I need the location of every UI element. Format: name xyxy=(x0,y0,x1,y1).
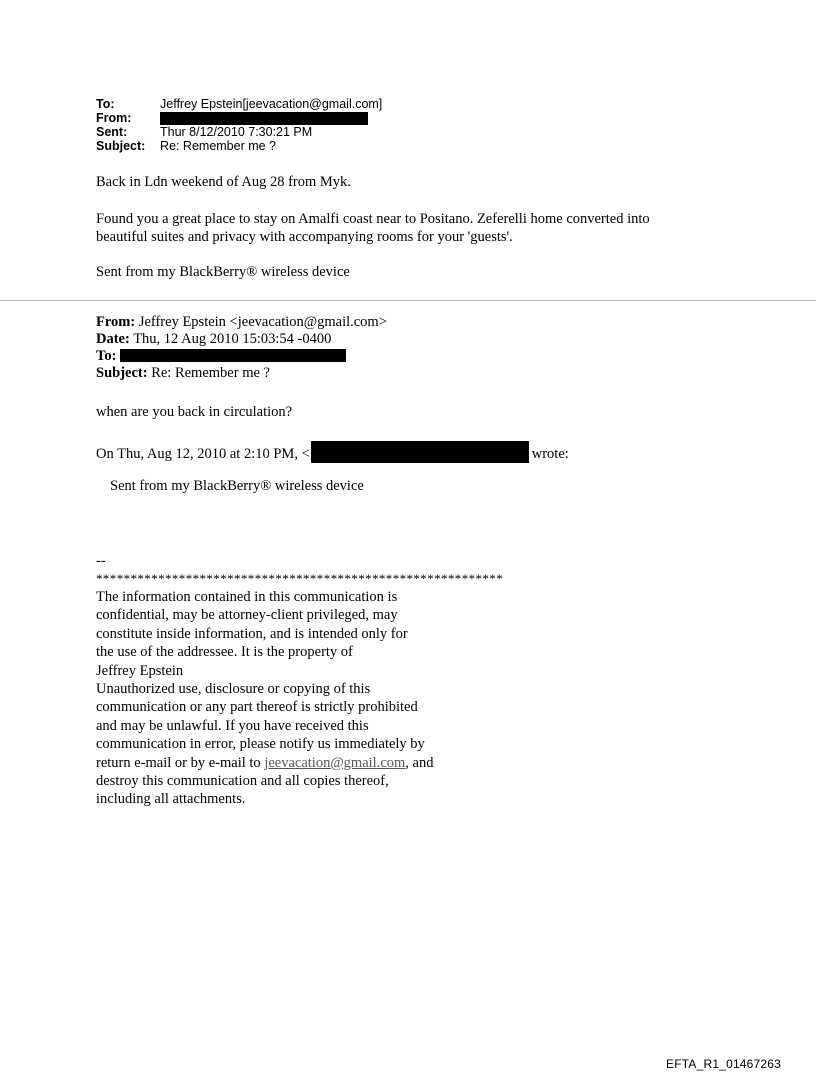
quote-divider xyxy=(0,300,816,301)
disclaimer-email-link[interactable]: jeevacation@gmail.com xyxy=(264,754,406,771)
quoted-question: when are you back in circulation? xyxy=(96,404,293,420)
disclaimer-line: confidential, may be attorney-client privileged, may xyxy=(96,607,398,624)
header-sent-label: Sent: xyxy=(96,125,128,139)
header-subject-row xyxy=(96,139,382,153)
quoted-from-row xyxy=(96,314,387,331)
header-to-row xyxy=(96,97,382,111)
body-line-2b: beautiful suites and privacy with accompanying rooms for your 'guests'. xyxy=(96,229,513,245)
disclaimer-stars: *********************************************************** xyxy=(96,571,504,586)
quoted-to-label: To: xyxy=(96,348,117,364)
body-signature: Sent from my BlackBerry® wireless device xyxy=(96,264,350,280)
disclaimer-line: constitute inside information, and is intended only for xyxy=(96,625,408,642)
quoted-from-value: Jeffrey Epstein <jeevacation@gmail.com> xyxy=(135,314,387,330)
header-sent-value: Thur 8/12/2010 7:30:21 PM xyxy=(160,125,313,139)
disclaimer-dashes: -- xyxy=(96,553,106,569)
disclaimer-line: including all attachments. xyxy=(96,791,246,808)
disclaimer-return-line xyxy=(96,754,433,772)
body-line-1: Back in Ldn weekend of Aug 28 from Myk. xyxy=(96,174,351,190)
quoted-date-row xyxy=(96,331,387,348)
disclaimer-line: the use of the addressee. It is the property of xyxy=(96,644,353,661)
disclaimer-line: communication in error, please notify us immediately by xyxy=(96,736,425,753)
quoted-signature: Sent from my BlackBerry® wireless device xyxy=(110,478,364,494)
header-to-label: To: xyxy=(96,97,115,111)
quoted-subject-value: Re: Remember me ? xyxy=(147,365,270,381)
quoted-date-label: Date: xyxy=(96,331,130,347)
disclaimer-return-prefix: return e-mail or by e-mail to xyxy=(96,754,265,771)
quoted-date-value: Thu, 12 Aug 2010 15:03:54 -0400 xyxy=(129,331,332,347)
quoted-subject-row xyxy=(96,365,387,382)
quoted-from-label: From: xyxy=(96,314,136,330)
disclaimer-line: Jeffrey Epstein xyxy=(96,662,184,679)
quoted-sender-redaction xyxy=(311,441,529,463)
header-from-redaction xyxy=(160,112,368,125)
disclaimer-line: Unauthorized use, disclosure or copying of this xyxy=(96,681,371,698)
quoted-on-line xyxy=(96,441,569,464)
header-from-label: From: xyxy=(96,111,132,125)
header-from-row xyxy=(96,111,382,125)
quoted-on-suffix: wrote: xyxy=(531,446,569,462)
document-id: EFTA_R1_01467263 xyxy=(666,1057,782,1071)
confidentiality-disclaimer xyxy=(96,588,433,809)
header-subject-value: Re: Remember me ? xyxy=(160,139,277,153)
quoted-to-redaction xyxy=(120,349,346,362)
disclaimer-return-suffix: , and xyxy=(405,754,434,771)
disclaimer-line: destroy this communication and all copies thereof, xyxy=(96,773,389,790)
quoted-on-prefix: On Thu, Aug 12, 2010 at 2:10 PM, < xyxy=(96,446,310,462)
disclaimer-line: and may be unlawful. If you have received this xyxy=(96,717,369,734)
header-to-value: Jeffrey Epstein[jeevacation@gmail.com] xyxy=(160,97,383,111)
disclaimer-line: The information contained in this communication is xyxy=(96,589,398,605)
quoted-to-row xyxy=(96,348,387,365)
email-header xyxy=(96,97,382,153)
quoted-header xyxy=(96,314,387,382)
body-line-2a: Found you a great place to stay on Amalfi coast near to Positano. Zeferelli home converted into xyxy=(96,211,650,227)
header-sent-row xyxy=(96,125,382,139)
quoted-subject-label: Subject: xyxy=(96,365,148,381)
header-subject-label: Subject: xyxy=(96,139,146,153)
disclaimer-line: communication or any part thereof is strictly prohibited xyxy=(96,699,418,716)
